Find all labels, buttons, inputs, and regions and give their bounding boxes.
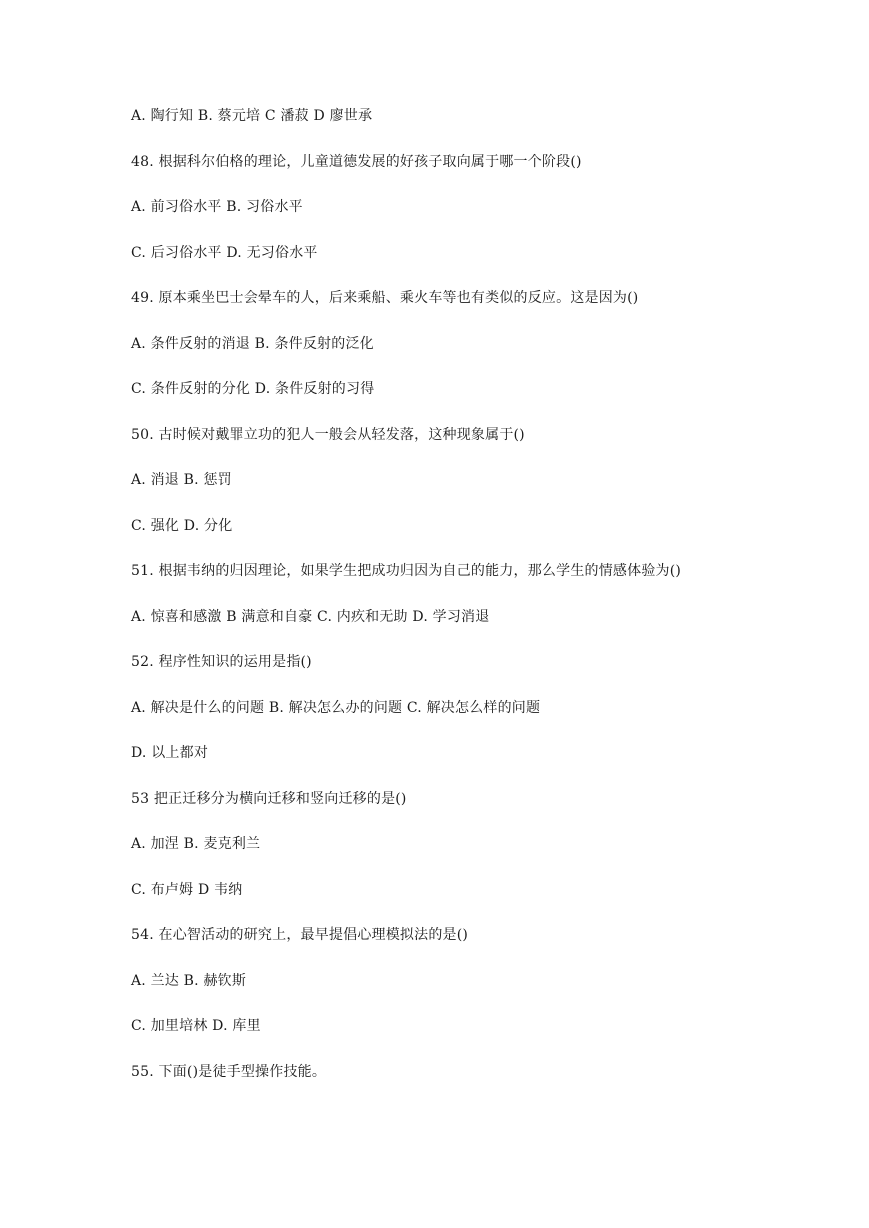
answer-options-48-ab: A. 前习俗水平 B. 习俗水平 — [131, 199, 303, 215]
answer-options-52-abc: A. 解决是什么的问题 B. 解决怎么办的问题 C. 解决怎么样的问题 — [131, 699, 541, 716]
answer-options-53-cd: C. 布卢姆 D 韦纳 — [131, 881, 243, 898]
question-49: 49. 原本乘坐巴士会晕车的人，后来乘船、乘火车等也有类似的反应。这是因为() — [131, 290, 639, 306]
question-52: 52. 程序性知识的运用是指() — [131, 654, 312, 670]
question-51: 51. 根据韦纳的归因理论，如果学生把成功归因为自己的能力，那么学生的情感体验为() — [131, 563, 682, 579]
question-53: 53 把正迁移分为横向迁移和竖向迁移的是() — [131, 790, 407, 807]
answer-options-53-ab: A. 加涅 B. 麦克利兰 — [131, 836, 261, 852]
answer-options-48-cd: C. 后习俗水平 D. 无习俗水平 — [131, 244, 318, 261]
answer-options-54-cd: C. 加里培林 D. 库里 — [131, 1018, 261, 1034]
answer-options-47: A. 陶行知 B. 蔡元培 C 潘菽 D 廖世承 — [131, 108, 373, 124]
answer-options-51: A. 惊喜和感激 B 满意和自豪 C. 内疚和无助 D. 学习消退 — [131, 608, 490, 625]
question-50: 50. 古时候对戴罪立功的犯人一般会从轻发落，这种现象属于() — [131, 426, 525, 443]
answer-options-49-cd: C. 条件反射的分化 D. 条件反射的习得 — [131, 381, 375, 397]
answer-options-49-ab: A. 条件反射的消退 B. 条件反射的泛化 — [131, 335, 374, 352]
document-body — [131, 104, 771, 1105]
answer-options-50-cd: C. 强化 D. 分化 — [131, 517, 233, 534]
question-54: 54. 在心智活动的研究上，最早提倡心理模拟法的是() — [131, 927, 469, 943]
question-48: 48. 根据科尔伯格的理论，儿童道德发展的好孩子取向属于哪一个阶段() — [131, 153, 582, 170]
answer-options-52-d: D. 以上都对 — [131, 745, 209, 761]
answer-options-54-ab: A. 兰达 B. 赫钦斯 — [131, 972, 247, 989]
answer-options-50-ab: A. 消退 B. 惩罚 — [131, 472, 232, 488]
question-55: 55. 下面()是徒手型操作技能。 — [131, 1063, 327, 1080]
